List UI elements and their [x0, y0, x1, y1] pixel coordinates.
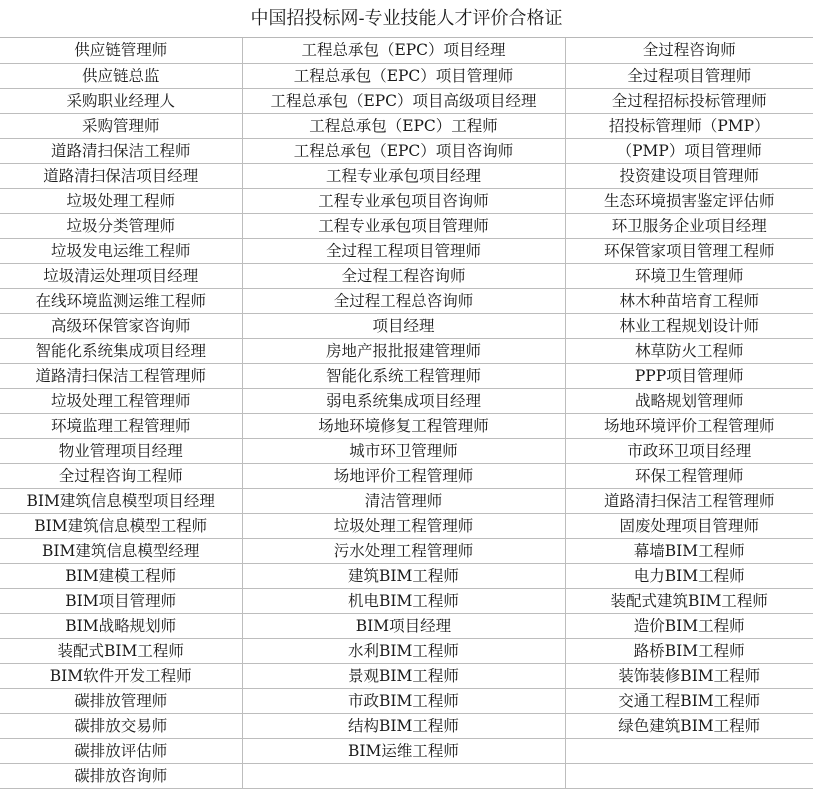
table-cell: 市政环卫项目经理: [565, 438, 813, 463]
table-row: [0, 688, 813, 713]
table-cell: 环卫服务企业项目经理: [565, 213, 813, 238]
table-cell: 道路清扫保洁项目经理: [0, 163, 242, 188]
table-cell: 幕墙BIM工程师: [565, 538, 813, 563]
table-cell: 采购职业经理人: [0, 88, 242, 113]
table-row: [0, 563, 813, 588]
certificate-table: [0, 38, 813, 789]
certificate-table-body: [0, 38, 813, 788]
table-cell: 绿色建筑BIM工程师: [565, 713, 813, 738]
table-cell: 机电BIM工程师: [242, 588, 565, 613]
table-cell: 市政BIM工程师: [242, 688, 565, 713]
table-cell: 工程总承包（EPC）项目高级项目经理: [242, 88, 565, 113]
table-cell: 环保工程管理师: [565, 463, 813, 488]
table-cell: 环境监理工程管理师: [0, 413, 242, 438]
table-cell: 工程专业承包项目经理: [242, 163, 565, 188]
table-cell: 高级环保管家咨询师: [0, 313, 242, 338]
table-row: [0, 113, 813, 138]
table-cell: BIM项目经理: [242, 613, 565, 638]
table-cell: 垃圾处理工程管理师: [242, 513, 565, 538]
table-cell: [242, 763, 565, 788]
table-cell: 工程总承包（EPC）工程师: [242, 113, 565, 138]
table-cell: 全过程咨询工程师: [0, 463, 242, 488]
table-cell: BIM战略规划师: [0, 613, 242, 638]
table-cell: BIM建模工程师: [0, 563, 242, 588]
table-cell: 林木种苗培育工程师: [565, 288, 813, 313]
table-row: [0, 463, 813, 488]
table-cell: 装饰装修BIM工程师: [565, 663, 813, 688]
table-row: [0, 388, 813, 413]
table-cell: 全过程工程项目管理师: [242, 238, 565, 263]
table-row: [0, 413, 813, 438]
table-cell: 结构BIM工程师: [242, 713, 565, 738]
table-row: [0, 263, 813, 288]
table-row: [0, 88, 813, 113]
table-cell: 电力BIM工程师: [565, 563, 813, 588]
table-row: [0, 738, 813, 763]
table-cell: 智能化系统集成项目经理: [0, 338, 242, 363]
page-title: 中国招投标网-专业技能人才评价合格证: [0, 0, 813, 38]
table-row: [0, 338, 813, 363]
table-cell: [565, 763, 813, 788]
table-cell: 垃圾发电运维工程师: [0, 238, 242, 263]
table-row: [0, 713, 813, 738]
table-cell: 工程总承包（EPC）项目经理: [242, 38, 565, 63]
table-cell: 垃圾清运处理项目经理: [0, 263, 242, 288]
table-cell: 道路清扫保洁工程管理师: [565, 488, 813, 513]
table-cell: 交通工程BIM工程师: [565, 688, 813, 713]
table-cell: 建筑BIM工程师: [242, 563, 565, 588]
table-cell: [565, 738, 813, 763]
table-cell: 林草防火工程师: [565, 338, 813, 363]
table-row: [0, 438, 813, 463]
table-cell: 垃圾处理工程师: [0, 188, 242, 213]
table-row: [0, 663, 813, 688]
table-cell: 污水处理工程管理师: [242, 538, 565, 563]
table-row: [0, 213, 813, 238]
table-row: [0, 588, 813, 613]
table-cell: BIM建筑信息模型项目经理: [0, 488, 242, 513]
table-cell: 工程专业承包项目咨询师: [242, 188, 565, 213]
table-row: [0, 638, 813, 663]
table-cell: BIM运维工程师: [242, 738, 565, 763]
table-cell: 环境卫生管理师: [565, 263, 813, 288]
table-cell: 弱电系统集成项目经理: [242, 388, 565, 413]
table-row: [0, 163, 813, 188]
table-cell: 工程专业承包项目管理师: [242, 213, 565, 238]
table-cell: 垃圾处理工程管理师: [0, 388, 242, 413]
table-cell: BIM建筑信息模型工程师: [0, 513, 242, 538]
table-row: [0, 613, 813, 638]
table-cell: 水利BIM工程师: [242, 638, 565, 663]
table-cell: 装配式BIM工程师: [0, 638, 242, 663]
table-cell: 场地评价工程管理师: [242, 463, 565, 488]
table-cell: 场地环境修复工程管理师: [242, 413, 565, 438]
table-cell: 全过程工程咨询师: [242, 263, 565, 288]
table-cell: 道路清扫保洁工程师: [0, 138, 242, 163]
table-cell: 全过程工程总咨询师: [242, 288, 565, 313]
table-cell: 景观BIM工程师: [242, 663, 565, 688]
table-cell: 在线环境监测运维工程师: [0, 288, 242, 313]
table-cell: 碳排放交易师: [0, 713, 242, 738]
table-cell: （PMP）项目管理师: [565, 138, 813, 163]
table-row: [0, 288, 813, 313]
table-cell: BIM软件开发工程师: [0, 663, 242, 688]
table-cell: 清洁管理师: [242, 488, 565, 513]
table-row: [0, 63, 813, 88]
table-cell: 全过程咨询师: [565, 38, 813, 63]
table-row: [0, 188, 813, 213]
table-cell: BIM项目管理师: [0, 588, 242, 613]
table-cell: 道路清扫保洁工程管理师: [0, 363, 242, 388]
table-cell: 全过程招标投标管理师: [565, 88, 813, 113]
table-cell: 投资建设项目管理师: [565, 163, 813, 188]
table-row: [0, 488, 813, 513]
table-row: [0, 38, 813, 63]
table-cell: 装配式建筑BIM工程师: [565, 588, 813, 613]
table-cell: BIM建筑信息模型经理: [0, 538, 242, 563]
table-cell: 路桥BIM工程师: [565, 638, 813, 663]
table-cell: 造价BIM工程师: [565, 613, 813, 638]
table-cell: 物业管理项目经理: [0, 438, 242, 463]
table-cell: 工程总承包（EPC）项目咨询师: [242, 138, 565, 163]
table-row: [0, 763, 813, 788]
table-row: [0, 313, 813, 338]
table-cell: 垃圾分类管理师: [0, 213, 242, 238]
table-cell: 战略规划管理师: [565, 388, 813, 413]
table-cell: 场地环境评价工程管理师: [565, 413, 813, 438]
table-cell: 城市环卫管理师: [242, 438, 565, 463]
table-row: [0, 363, 813, 388]
table-row: [0, 538, 813, 563]
table-row: [0, 138, 813, 163]
table-cell: 固废处理项目管理师: [565, 513, 813, 538]
table-cell: 房地产报批报建管理师: [242, 338, 565, 363]
table-cell: 林业工程规划设计师: [565, 313, 813, 338]
table-cell: 碳排放管理师: [0, 688, 242, 713]
table-row: [0, 513, 813, 538]
table-cell: 采购管理师: [0, 113, 242, 138]
table-cell: 供应链管理师: [0, 38, 242, 63]
table-cell: 碳排放咨询师: [0, 763, 242, 788]
table-cell: 招投标管理师（PMP）: [565, 113, 813, 138]
table-cell: 供应链总监: [0, 63, 242, 88]
table-cell: 生态环境损害鉴定评估师: [565, 188, 813, 213]
table-cell: 项目经理: [242, 313, 565, 338]
table-cell: 环保管家项目管理工程师: [565, 238, 813, 263]
table-cell: 工程总承包（EPC）项目管理师: [242, 63, 565, 88]
table-row: [0, 238, 813, 263]
table-cell: 智能化系统工程管理师: [242, 363, 565, 388]
table-cell: PPP项目管理师: [565, 363, 813, 388]
table-cell: 碳排放评估师: [0, 738, 242, 763]
table-cell: 全过程项目管理师: [565, 63, 813, 88]
